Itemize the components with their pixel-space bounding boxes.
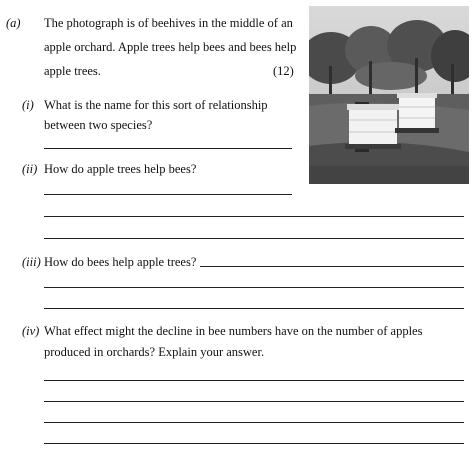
answer-line[interactable] <box>44 216 464 217</box>
intro-line-1: The photograph is of beehives in the middle of an <box>44 16 293 30</box>
subpart-label-i: (i) <box>22 98 34 112</box>
photo-icon <box>309 6 469 184</box>
subpart-i-line-2: between two species? <box>44 118 153 132</box>
answer-line[interactable] <box>44 194 292 195</box>
subpart-i-line-1: What is the name for this sort of relationship <box>44 98 268 112</box>
answer-line[interactable] <box>200 266 464 267</box>
answer-line[interactable] <box>44 308 464 309</box>
subpart-label-iii: (iii) <box>22 255 41 269</box>
part-label: (a) <box>6 16 21 30</box>
subpart-iii-line-1: How do bees help apple trees? <box>44 255 197 269</box>
answer-line[interactable] <box>44 401 464 402</box>
beehives-orchard-photo <box>309 6 469 184</box>
answer-line[interactable] <box>44 238 464 239</box>
answer-line[interactable] <box>44 287 464 288</box>
answer-line[interactable] <box>44 380 464 381</box>
answer-line[interactable] <box>44 443 464 444</box>
subpart-label-iv: (iv) <box>22 324 40 338</box>
subpart-label-ii: (ii) <box>22 162 38 176</box>
subpart-iv-line-1: What effect might the decline in bee numbers have on the number of apples <box>44 324 423 338</box>
answer-line[interactable] <box>44 148 292 149</box>
subpart-iv-line-2: produced in orchards? Explain your answer. <box>44 345 265 359</box>
answer-line[interactable] <box>44 422 464 423</box>
marks-label: (12) <box>273 64 294 78</box>
subpart-ii-line-1: How do apple trees help bees? <box>44 162 197 176</box>
intro-line-2: apple orchard. Apple trees help bees and bees help <box>44 40 297 54</box>
intro-line-3: apple trees. <box>44 64 101 78</box>
